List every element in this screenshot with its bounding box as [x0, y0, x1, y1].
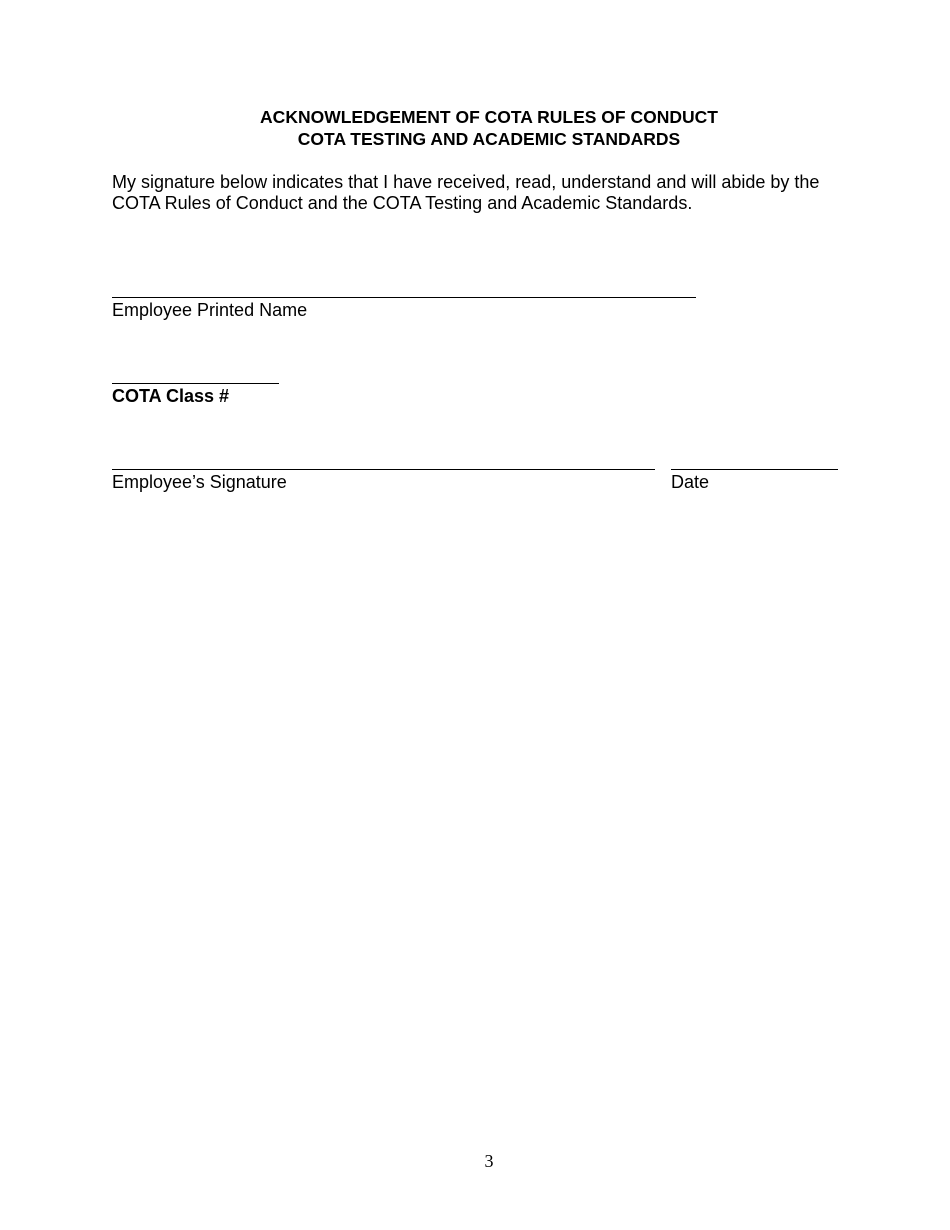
acknowledgement-text-line-1: My signature below indicates that I have received, read, understand and will abide by the	[112, 172, 820, 192]
cota-class-field-line[interactable]	[112, 383, 279, 384]
date-field-line[interactable]	[671, 469, 838, 470]
printed-name-label: Employee Printed Name	[112, 300, 308, 320]
acknowledgement-text-line-2: COTA Rules of Conduct and the COTA Testing and Academic Standards.	[112, 193, 693, 213]
printed-name-field-line[interactable]	[112, 297, 696, 298]
page-number: 3	[484, 1151, 494, 1171]
signature-field-line[interactable]	[112, 469, 655, 470]
date-label: Date	[671, 472, 710, 492]
document-title-line-2: COTA TESTING AND ACADEMIC STANDARDS	[297, 129, 681, 149]
signature-label: Employee’s Signature	[112, 472, 287, 492]
cota-class-label: COTA Class #	[112, 386, 230, 406]
document-title-line-1: ACKNOWLEDGEMENT OF COTA RULES OF CONDUCT	[260, 107, 718, 127]
